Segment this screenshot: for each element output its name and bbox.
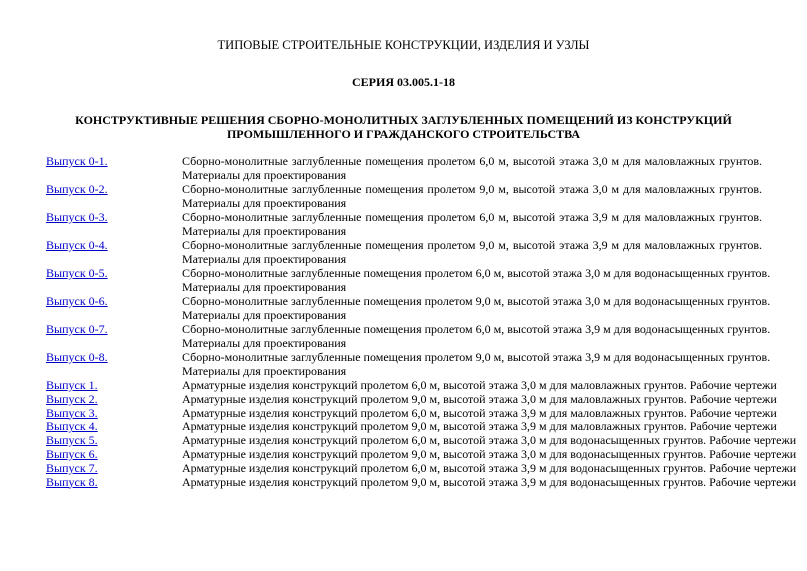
issue-description-line: Материалы для проектирования xyxy=(182,251,347,266)
issue-link[interactable]: Выпуск 4. xyxy=(46,419,98,434)
issue-description-line: Сборно-монолитные заглубленные помещения пролетом 6,0 м, высотой этажа 3,9 м для маловлажных грунтов. xyxy=(182,210,762,224)
issue-description xyxy=(182,462,796,476)
issue-description xyxy=(182,393,777,407)
issue-row xyxy=(46,474,797,490)
issue-link[interactable]: Выпуск 0-6. xyxy=(46,294,108,308)
issue-description xyxy=(182,183,762,211)
issue-description-line: Арматурные изделия конструкций пролетом 9,0 м, высотой этажа 3,9 м для водонасыщенных грунтов. Рабочие чертежи xyxy=(182,474,797,489)
issue-description xyxy=(182,407,777,421)
issue-list xyxy=(46,154,797,489)
issue-description-line: Арматурные изделия конструкций пролетом 6,0 м, высотой этажа 3,0 м для маловлажных грунтов. Рабочие чертежи xyxy=(182,378,777,392)
issue-description-line: Сборно-монолитные заглубленные помещения пролетом 6,0 м, высотой этажа 3,0 м для маловлажных грунтов. xyxy=(182,154,762,168)
issue-description-line: Сборно-монолитные заглубленные помещения пролетом 6,0 м, высотой этажа 3,9 м для водонасыщенных грунтов. xyxy=(182,322,771,336)
issue-row xyxy=(46,350,771,379)
issue-row xyxy=(46,378,777,393)
issue-link[interactable]: Выпуск 6. xyxy=(46,446,98,461)
issue-row xyxy=(46,405,777,421)
issue-link[interactable]: Выпуск 8. xyxy=(46,474,98,489)
issue-description-line: Сборно-монолитные заглубленные помещения пролетом 9,0 м, высотой этажа 3,9 м для водонасыщенных грунтов. xyxy=(182,350,771,364)
issue-link[interactable]: Выпуск 0-5. xyxy=(46,266,108,280)
issue-row xyxy=(46,460,797,476)
issue-link[interactable]: Выпуск 0-4. xyxy=(46,238,108,252)
issue-description xyxy=(182,239,762,267)
issue-row xyxy=(46,211,762,239)
issue-description-line: Материалы для проектирования xyxy=(182,363,347,378)
issue-description xyxy=(182,351,770,379)
issue-row xyxy=(46,446,797,462)
issue-link[interactable]: Выпуск 2. xyxy=(46,391,98,406)
issue-row xyxy=(46,155,762,183)
issue-link[interactable]: Выпуск 5. xyxy=(46,433,98,448)
issue-description-line: Материалы для проектирования xyxy=(182,279,347,294)
issue-row xyxy=(46,239,762,267)
issue-description xyxy=(182,295,770,323)
issue-description xyxy=(182,211,762,239)
issue-description-line: Арматурные изделия конструкций пролетом 6,0 м, высотой этажа 3,9 м для водонасыщенных грунтов. Рабочие чертежи xyxy=(182,460,797,475)
issue-link[interactable]: Выпуск 3. xyxy=(46,405,98,420)
issue-description xyxy=(182,267,770,295)
issue-description xyxy=(182,476,796,490)
issue-description-line: Арматурные изделия конструкций пролетом 9,0 м, высотой этажа 3,0 м для водонасыщенных грунтов. Рабочие чертежи xyxy=(182,446,797,461)
issue-description xyxy=(182,434,796,448)
issue-row xyxy=(46,391,777,407)
issue-link[interactable]: Выпуск 0-8. xyxy=(46,350,108,364)
document-title: ТИПОВЫЕ СТРОИТЕЛЬНЫЕ КОНСТРУКЦИИ, ИЗДЕЛИЯ И УЗЛЫ xyxy=(217,38,590,52)
issue-description-line: Сборно-монолитные заглубленные помещения пролетом 6,0 м, высотой этажа 3,0 м для водонасыщенных грунтов. xyxy=(182,266,771,280)
issue-description-line: Материалы для проектирования xyxy=(182,195,347,210)
issue-description-line: Арматурные изделия конструкций пролетом 6,0 м, высотой этажа 3,0 м для водонасыщенных грунтов. Рабочие чертежи xyxy=(182,433,797,448)
issue-row xyxy=(46,183,762,211)
issue-description xyxy=(182,155,762,183)
issue-description-line: Арматурные изделия конструкций пролетом 6,0 м, высотой этажа 3,9 м для маловлажных грунтов. Рабочие чертежи xyxy=(182,405,777,420)
issue-description-line: Сборно-монолитные заглубленные помещения пролетом 9,0 м, высотой этажа 3,0 м для маловлажных грунтов. xyxy=(182,182,762,196)
issue-description-line: Арматурные изделия конструкций пролетом 9,0 м, высотой этажа 3,0 м для маловлажных грунтов. Рабочие чертежи xyxy=(182,391,777,406)
issue-row xyxy=(46,294,771,323)
issue-description xyxy=(182,323,770,351)
issue-link[interactable]: Выпуск 7. xyxy=(46,460,98,475)
issue-description xyxy=(182,420,777,434)
issue-description xyxy=(182,448,796,462)
issue-description-line: Сборно-монолитные заглубленные помещения пролетом 9,0 м, высотой этажа 3,9 м для маловлажных грунтов. xyxy=(182,238,762,252)
issue-link[interactable]: Выпуск 0-7. xyxy=(46,322,108,336)
issue-row xyxy=(46,266,771,295)
issue-row xyxy=(46,322,771,351)
issue-description-line: Сборно-монолитные заглубленные помещения пролетом 9,0 м, высотой этажа 3,0 м для водонасыщенных грунтов. xyxy=(182,294,771,308)
issue-description-line: Материалы для проектирования xyxy=(182,335,347,350)
issue-link[interactable]: Выпуск 0-3. xyxy=(46,210,108,224)
series-number: СЕРИЯ 03.005.1-18 xyxy=(352,75,455,89)
issue-description xyxy=(182,379,777,393)
issue-row xyxy=(46,433,797,448)
issue-row xyxy=(46,419,777,434)
issue-description-line: Арматурные изделия конструкций пролетом 9,0 м, высотой этажа 3,9 м для маловлажных грунтов. Рабочие чертежи xyxy=(182,419,777,434)
issue-description-line: Материалы для проектирования xyxy=(182,223,347,238)
issue-description-line: Материалы для проектирования xyxy=(182,307,347,322)
issue-description-line: Материалы для проектирования xyxy=(182,167,347,182)
issue-link[interactable]: Выпуск 0-1. xyxy=(46,154,108,168)
issue-link[interactable]: Выпуск 1. xyxy=(46,378,98,392)
issue-link[interactable]: Выпуск 0-2. xyxy=(46,182,108,196)
document-subtitle: КОНСТРУКТИВНЫЕ РЕШЕНИЯ СБОРНО-МОНОЛИТНЫХ ЗАГЛУБЛЕННЫХ ПОМЕЩЕНИЙ ИЗ КОНСТРУКЦИЙ ПРОМЫШЛЕННОГО И ГРАЖДАНСКОГО СТРОИТЕЛЬСТВА xyxy=(75,113,732,141)
